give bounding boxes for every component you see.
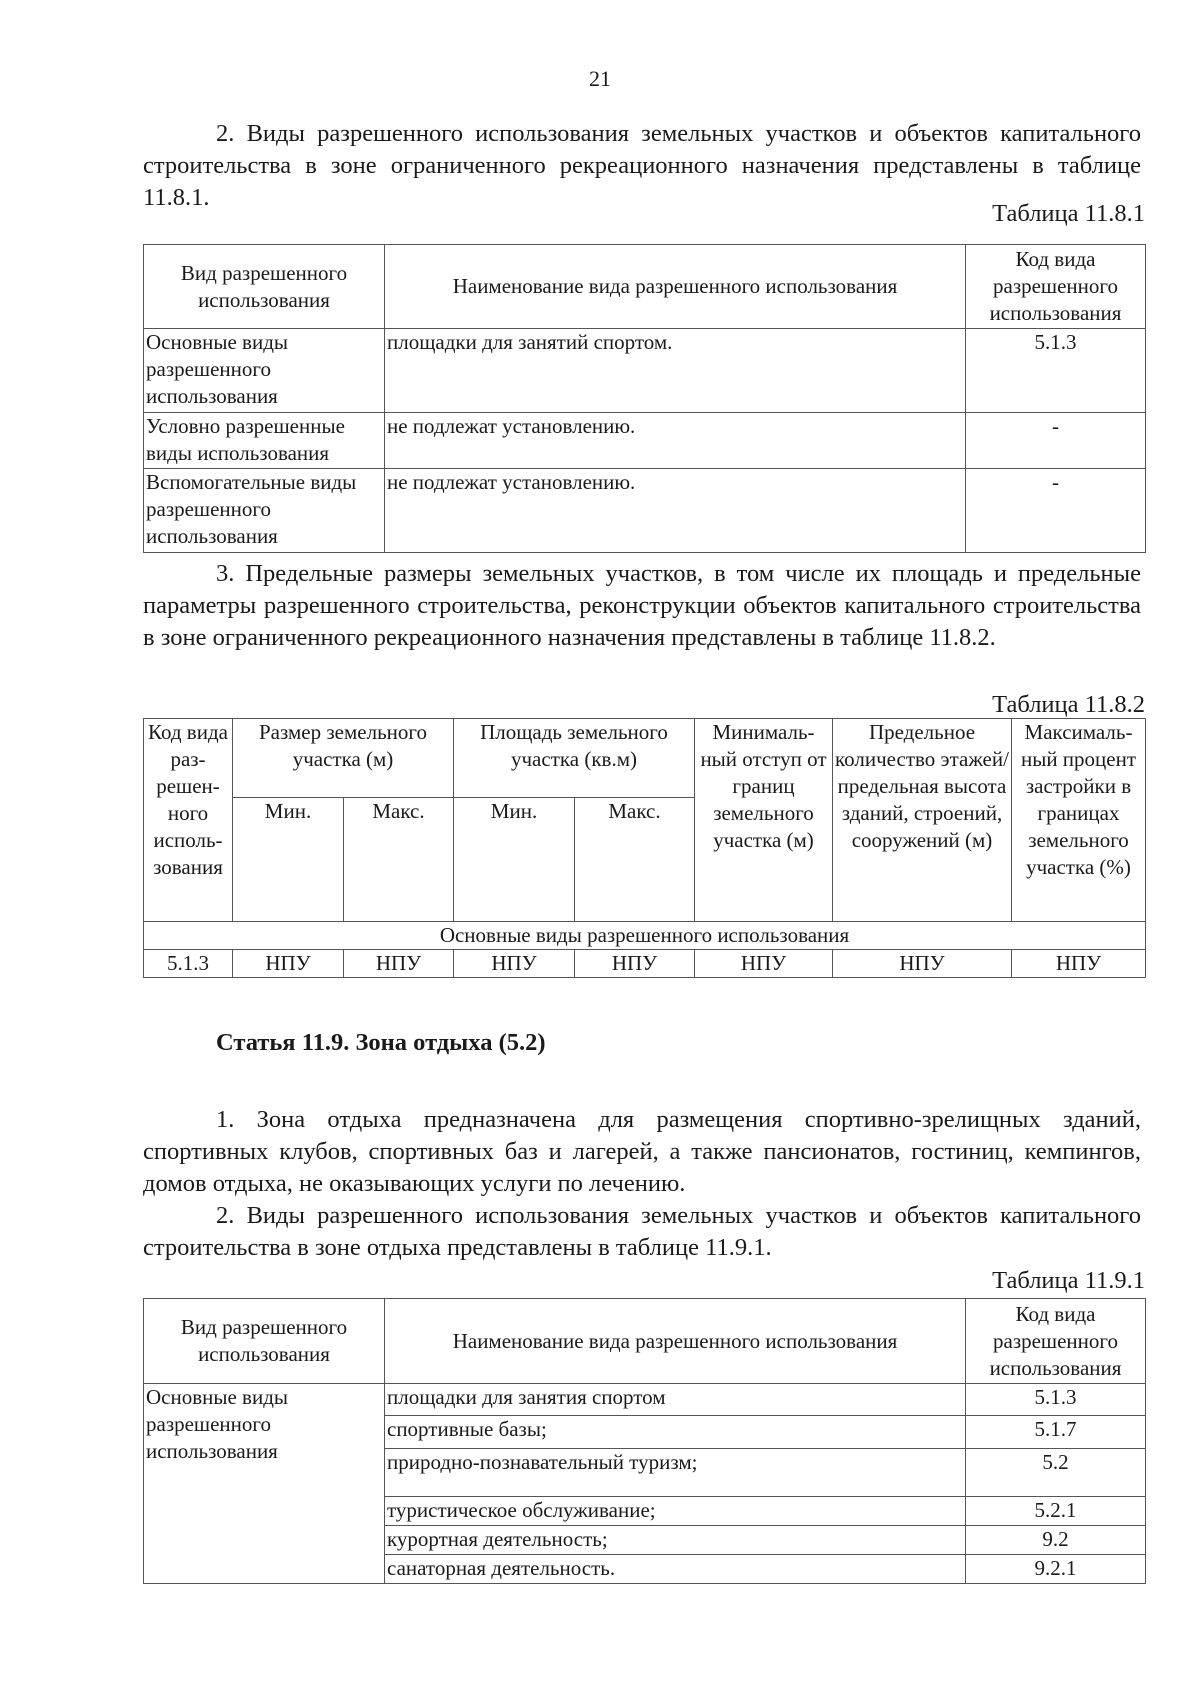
table-11-9-1 bbox=[143, 1298, 1146, 1584]
header-use-name: Наименование вида разрешенного использования bbox=[385, 245, 966, 329]
header-floors: Предельное количество этажей/ предельная высота зданий, строений, сооружений (м) bbox=[833, 719, 1012, 922]
cell-area-max: НПУ bbox=[575, 950, 695, 978]
cell-use-name: не подлежат установлению. bbox=[385, 413, 966, 469]
cell-use-code: 9.2 bbox=[966, 1526, 1146, 1555]
cell-min-offset: НПУ bbox=[695, 950, 833, 978]
cell-use-code: 5.1.3 bbox=[966, 329, 1146, 413]
table-caption-11-9-1: Таблица 11.9.1 bbox=[992, 1267, 1145, 1294]
table-row bbox=[144, 413, 1146, 469]
cell-use-name: не подлежат установлению. bbox=[385, 469, 966, 553]
table-row bbox=[144, 1384, 1146, 1416]
paragraph-zone-uses: 2. Виды разрешенного использования земельных участков и объектов капитального строительства в зоне отдыха представлены в таблице 11.9.1. bbox=[143, 1202, 1141, 1261]
table-header-row bbox=[144, 245, 1146, 329]
cell-use-name: площадки для занятия спортом bbox=[385, 1384, 966, 1416]
cell-use-code: 5.1.3 bbox=[966, 1384, 1146, 1416]
header-plot-area: Площадь земельного участка (кв.м) bbox=[454, 719, 695, 798]
cell-size-max: НПУ bbox=[344, 950, 454, 978]
paragraph-limits: 3. Предельные размеры земельных участков, в том числе их площадь и предельные параметры разрешенного строительства, реконструкции объектов капитального строительства в зоне ограниченного рекреационного назначения представлены в таблице 11.8.2. bbox=[143, 560, 1141, 651]
cell-size-min: НПУ bbox=[233, 950, 344, 978]
header-plot-size: Размер земельного участка (м) bbox=[233, 719, 454, 798]
table-section-row bbox=[144, 922, 1146, 950]
table-row bbox=[144, 469, 1146, 553]
cell-max-percent: НПУ bbox=[1012, 950, 1146, 978]
table-11-8-1 bbox=[143, 244, 1146, 553]
header-use-name: Наименование вида разрешенного использования bbox=[385, 1299, 966, 1384]
header-max-percent: Максималь-ный процент застройки в границах земельного участка (%) bbox=[1012, 719, 1146, 922]
header-min-offset: Минималь-ный отступ от границ земельного участка (м) bbox=[695, 719, 833, 922]
cell-use-type: Вспомогательные виды разрешенного использования bbox=[144, 469, 385, 553]
cell-floors: НПУ bbox=[833, 950, 1012, 978]
section-main-uses: Основные виды разрешенного использования bbox=[144, 922, 1146, 950]
paragraph-zone-purpose: 1. Зона отдыха предназначена для размещения спортивно-зрелищных зданий, спортивных клубов, спортивных баз и лагерей, а также пансионатов, гостиниц, кемпингов, домов отдыха, не оказывающих услуги по лечению. bbox=[143, 1106, 1141, 1197]
cell-use-code: - bbox=[966, 469, 1146, 553]
header-area-max: Макс. bbox=[575, 798, 695, 922]
cell-use-type: Основные виды разрешенного использования bbox=[144, 329, 385, 413]
cell-use-name: курортная деятельность; bbox=[385, 1526, 966, 1555]
table-11-8-2 bbox=[143, 718, 1146, 978]
header-use-type: Вид разрешенного использования bbox=[144, 1299, 385, 1384]
header-size-max: Макс. bbox=[344, 798, 454, 922]
table-caption-11-8-2: Таблица 11.8.2 bbox=[992, 691, 1145, 718]
paragraph-permitted-uses-intro: 2. Виды разрешенного использования земельных участков и объектов капитального строительства в зоне ограниченного рекреационного назначения представлены в таблице 11.8.1. bbox=[143, 120, 1141, 211]
table-caption-11-8-1: Таблица 11.8.1 bbox=[992, 200, 1145, 227]
page-number: 21 bbox=[589, 66, 611, 91]
cell-use-name: природно-познавательный туризм; bbox=[385, 1449, 966, 1497]
cell-use-name: спортивные базы; bbox=[385, 1416, 966, 1449]
cell-use-name: площадки для занятий спортом. bbox=[385, 329, 966, 413]
table-header-row bbox=[144, 719, 1146, 798]
article-heading: Статья 11.9. Зона отдыха (5.2) bbox=[216, 1029, 546, 1056]
table-row bbox=[144, 950, 1146, 978]
cell-use-code: 9.2.1 bbox=[966, 1555, 1146, 1584]
header-size-min: Мин. bbox=[233, 798, 344, 922]
cell-use-code: 5.2 bbox=[966, 1449, 1146, 1497]
cell-use-type: Основные виды разрешенного использования bbox=[144, 1384, 385, 1584]
cell-use-type: Условно разрешенные виды использования bbox=[144, 413, 385, 469]
table-row bbox=[144, 329, 1146, 413]
header-area-min: Мин. bbox=[454, 798, 575, 922]
cell-use-code: - bbox=[966, 413, 1146, 469]
cell-area-min: НПУ bbox=[454, 950, 575, 978]
header-use-type: Вид разрешенного использования bbox=[144, 245, 385, 329]
header-use-code: Код вида разрешенного использования bbox=[966, 245, 1146, 329]
header-code: Код вида раз-решен-ного исполь-зования bbox=[144, 719, 233, 922]
table-header-row bbox=[144, 1299, 1146, 1384]
cell-use-name: туристическое обслуживание; bbox=[385, 1497, 966, 1526]
cell-use-code: 5.2.1 bbox=[966, 1497, 1146, 1526]
cell-use-name: санаторная деятельность. bbox=[385, 1555, 966, 1584]
cell-use-code: 5.1.7 bbox=[966, 1416, 1146, 1449]
header-use-code: Код вида разрешенного использования bbox=[966, 1299, 1146, 1384]
cell-code: 5.1.3 bbox=[144, 950, 233, 978]
